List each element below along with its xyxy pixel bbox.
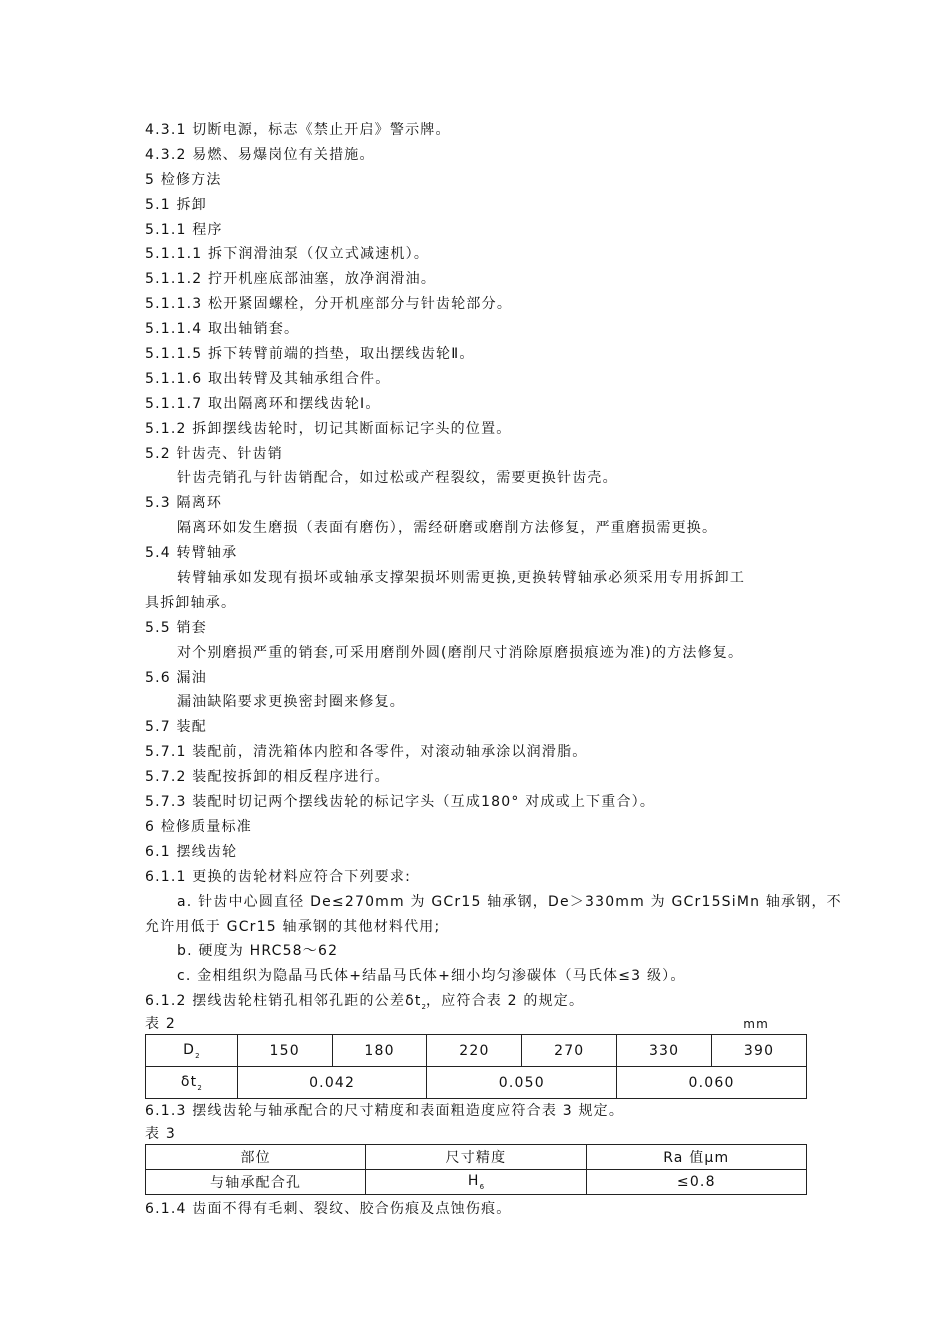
- paragraph-continuation: 具拆卸轴承。: [145, 594, 237, 611]
- table3-caption-row: [145, 1124, 807, 1144]
- list-item: a. 针齿中心圆直径 De≤270mm 为 GCr15 轴承钢，De＞330mm 为 GCr15SiMn 轴承钢，不: [177, 893, 842, 910]
- text-line: 5.1.1.7 取出隔离环和摆线齿轮Ⅰ。: [145, 395, 381, 412]
- table-cell: 270: [522, 1035, 617, 1067]
- table-cell: 0.060: [617, 1067, 807, 1099]
- text-line: 6.1.1 更换的齿轮材料应符合下列要求:: [145, 868, 411, 885]
- table-3: [145, 1144, 807, 1195]
- section-heading: 5 检修方法: [145, 171, 222, 188]
- text-line: [145, 989, 807, 1014]
- text-segment: 6.1.2 摆线齿轮柱销孔相邻孔距的公差δt: [145, 993, 422, 1010]
- text-line: 5.7.2 装配按拆卸的相反程序进行。: [145, 769, 390, 786]
- subscript: 2: [421, 1003, 426, 1012]
- table-cell: 150: [237, 1035, 332, 1067]
- text-line: 6.1.3 摆线齿轮与轴承配合的尺寸精度和表面粗造度应符合表 3 规定。: [145, 1103, 625, 1120]
- section-heading: 5.7 装配: [145, 719, 207, 736]
- table-header-row: [146, 1144, 807, 1169]
- table-cell: 330: [617, 1035, 712, 1067]
- text-line: 5.1.1.5 拆下转臂前端的挡垫，取出摆线齿轮Ⅱ。: [145, 346, 475, 363]
- table-cell: $\delta t_2$: [146, 1067, 238, 1099]
- text-line: 4.3.1 切断电源，标志《禁止开启》警示牌。: [145, 122, 451, 138]
- section-heading: 5.2 针齿壳、针齿销: [145, 445, 283, 462]
- table-cell: $H_6$: [366, 1169, 586, 1194]
- table-cell: 0.050: [427, 1067, 617, 1099]
- list-item-continuation: 允许用低于 GCr15 轴承钢的其他材料代用;: [145, 918, 441, 935]
- table-cell: 390: [712, 1035, 807, 1067]
- table-header-cell: 尺寸精度: [366, 1144, 586, 1169]
- table-cell: $D_2$: [146, 1035, 238, 1067]
- table2-caption: 表 2: [145, 1016, 176, 1033]
- table3-caption: 表 3: [145, 1125, 176, 1142]
- section-heading: 6 检修质量标准: [145, 818, 252, 835]
- section-heading: 5.1.1 程序: [145, 221, 223, 238]
- table-cell: ≤0.8: [586, 1169, 806, 1194]
- table2-unit: mm: [743, 1017, 769, 1032]
- text-line: 5.1.1.2 拧开机座底部油塞，放净润滑油。: [145, 271, 437, 288]
- paragraph: 转臂轴承如发现有损坏或轴承支撑架损坏则需更换,更换转臂轴承必须采用专用拆卸工: [177, 570, 746, 587]
- document-body: [145, 118, 842, 1222]
- table-row: [146, 1035, 807, 1067]
- paragraph: 对个别磨损严重的销套,可采用磨削外圆(磨削尺寸消除原磨损痕迹为准)的方法修复。: [177, 644, 744, 661]
- text-line: 5.1.1.3 松开紧固螺栓，分开机座部分与针齿轮部分。: [145, 296, 513, 313]
- text-line: 5.1.2 拆卸摆线齿轮时，切记其断面标记字头的位置。: [145, 420, 512, 437]
- table-cell: 180: [332, 1035, 427, 1067]
- text-line: 4.3.2 易燃、易爆岗位有关措施。: [145, 146, 375, 163]
- text-line: 5.7.1 装配前，清洗箱体内腔和各零件，对滚动轴承涂以润滑脂。: [145, 744, 588, 761]
- table2-caption-row: [145, 1014, 807, 1034]
- table-row: [146, 1169, 807, 1194]
- paragraph: 针齿壳销孔与针齿销配合，如过松或产程裂纹，需要更换针齿壳。: [177, 470, 618, 487]
- text-line: 5.1.1.6 取出转臂及其轴承组合件。: [145, 370, 391, 387]
- table-cell: 与轴承配合孔: [146, 1169, 366, 1194]
- paragraph: 隔离环如发生磨损（表面有磨伤），需经研磨或磨削方法修复，严重磨损需更换。: [177, 520, 718, 537]
- section-heading: 5.4 转臂轴承: [145, 545, 238, 562]
- text-segment: ，应符合表 2 的规定。: [426, 993, 585, 1010]
- table-cell: 220: [427, 1035, 522, 1067]
- list-item: b. 硬度为 HRC58～62: [177, 943, 339, 960]
- list-item: c. 金相组织为隐晶马氏体+结晶马氏体+细小均匀渗碳体（马氏体≤3 级）。: [177, 968, 686, 985]
- section-heading: 5.6 漏油: [145, 669, 207, 686]
- text-line: 5.1.1.4 取出轴销套。: [145, 321, 300, 338]
- text-line: 6.1.4 齿面不得有毛刺、裂纹、胶合伤痕及点蚀伤痕。: [145, 1200, 512, 1217]
- text-line: 5.7.3 装配时切记两个摆线齿轮的标记字头（互成180° 对成或上下重合）。: [145, 794, 656, 811]
- table-header-cell: Ra 值μm: [586, 1144, 806, 1169]
- table-cell: 0.042: [237, 1067, 427, 1099]
- paragraph: 漏油缺陷要求更换密封圈来修复。: [177, 694, 405, 711]
- section-heading: 5.1 拆卸: [145, 196, 207, 213]
- section-heading: 6.1 摆线齿轮: [145, 843, 238, 860]
- section-heading: 5.5 销套: [145, 619, 207, 636]
- section-heading: 5.3 隔离环: [145, 495, 223, 512]
- table-2: [145, 1034, 807, 1099]
- text-line: 5.1.1.1 拆下润滑油泵（仅立式减速机）。: [145, 246, 430, 263]
- table-row: [146, 1067, 807, 1099]
- table-header-cell: 部位: [146, 1144, 366, 1169]
